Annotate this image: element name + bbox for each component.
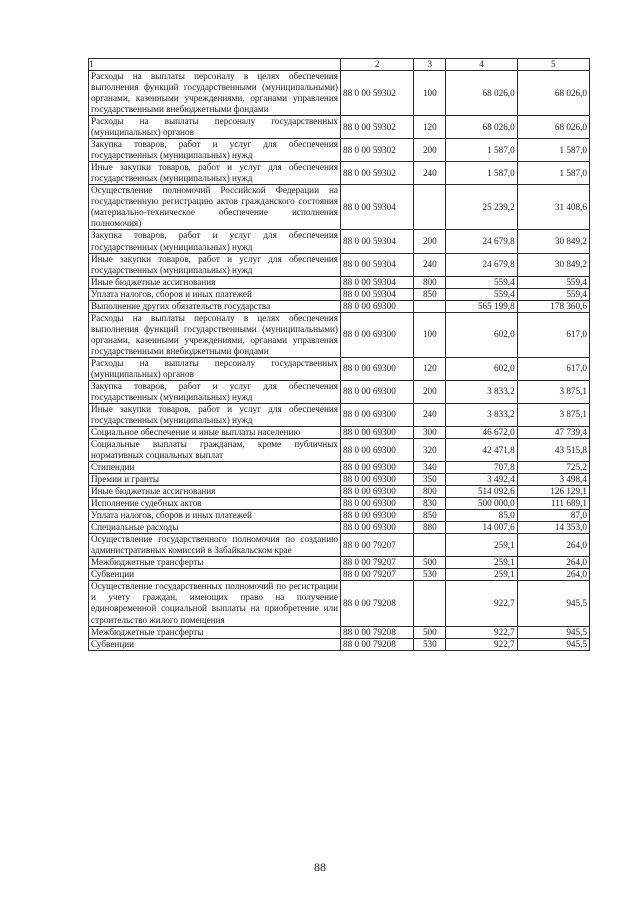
row-type-cell: 300: [414, 427, 446, 439]
table-body: [89, 71, 590, 651]
row-value-2-cell: 264,0: [517, 557, 589, 569]
row-value-1-cell: 14 007,6: [446, 522, 517, 534]
row-type-cell: 800: [414, 486, 446, 498]
row-name-cell: Иные закупки товаров, работ и услуг для обеспечения государственных (муниципальных) нужд: [89, 403, 341, 426]
table-row: [89, 427, 590, 439]
table-row: [89, 534, 590, 557]
row-value-2-cell: 725,2: [517, 462, 589, 474]
table-row: [89, 380, 590, 403]
column-header-4: 4: [446, 59, 517, 71]
row-name-cell: Иные бюджетные ассигнования: [89, 276, 341, 288]
row-name-cell: Социальные выплаты гражданам, кроме публичных нормативных социальных выплат: [89, 439, 341, 462]
row-value-1-cell: 559,4: [446, 288, 517, 300]
budget-table: [88, 58, 590, 651]
row-value-2-cell: 14 353,0: [517, 522, 589, 534]
row-code-cell: 88 0 00 69300: [341, 380, 414, 403]
row-value-2-cell: 111 689,1: [517, 498, 589, 510]
table-row: [89, 498, 590, 510]
row-value-1-cell: 1 587,0: [446, 162, 517, 185]
row-name-cell: Закупка товаров, работ и услуг для обеспечения государственных (муниципальных) нужд: [89, 230, 341, 253]
row-code-cell: 88 0 00 79208: [341, 626, 414, 638]
row-value-1-cell: 259,1: [446, 557, 517, 569]
row-code-cell: 88 0 00 79208: [341, 638, 414, 650]
column-header-5: 5: [517, 59, 589, 71]
row-code-cell: 88 0 00 79207: [341, 569, 414, 581]
table-row: [89, 486, 590, 498]
table-row: [89, 439, 590, 462]
table-row: [89, 276, 590, 288]
row-name-cell: Выполнение других обязательств государства: [89, 300, 341, 312]
row-type-cell: 350: [414, 474, 446, 486]
row-name-cell: Расходы на выплаты персоналу в целях обеспечения выполнения функций государственными (муниципальными) органами, казенными учреждениями, органами управления государственными внебюджетными фондами: [89, 71, 341, 116]
row-code-cell: 88 0 00 59302: [341, 162, 414, 185]
column-header-1: 1: [89, 59, 341, 71]
row-value-2-cell: 47 739,4: [517, 427, 589, 439]
row-code-cell: 88 0 00 69300: [341, 486, 414, 498]
row-value-2-cell: 617,0: [517, 357, 589, 380]
row-type-cell: 530: [414, 638, 446, 650]
row-type-cell: 530: [414, 569, 446, 581]
row-code-cell: 88 0 00 59302: [341, 139, 414, 162]
row-type-cell: 800: [414, 276, 446, 288]
row-value-1-cell: 85,0: [446, 510, 517, 522]
row-value-2-cell: 264,0: [517, 569, 589, 581]
row-name-cell: Расходы на выплаты персоналу в целях обеспечения выполнения функций государственными (муниципальными) органами, казенными учреждениями, органами управления государственными внебюджетными фондами: [89, 312, 341, 357]
row-code-cell: 88 0 00 69300: [341, 498, 414, 510]
column-header-2: 2: [341, 59, 414, 71]
row-value-2-cell: 87,0: [517, 510, 589, 522]
row-value-2-cell: 945,5: [517, 626, 589, 638]
row-type-cell: 500: [414, 557, 446, 569]
table-row: [89, 510, 590, 522]
row-name-cell: Закупка товаров, работ и услуг для обеспечения государственных (муниципальных) нужд: [89, 380, 341, 403]
row-value-2-cell: 617,0: [517, 312, 589, 357]
row-type-cell: 880: [414, 522, 446, 534]
row-code-cell: 88 0 00 69300: [341, 300, 414, 312]
row-value-1-cell: 565 199,8: [446, 300, 517, 312]
row-value-1-cell: 24 679,8: [446, 230, 517, 253]
row-name-cell: Иные закупки товаров, работ и услуг для обеспечения государственных (муниципальных) нужд: [89, 162, 341, 185]
row-code-cell: 88 0 00 79207: [341, 557, 414, 569]
row-name-cell: Уплата налогов, сборов и иных платежей: [89, 288, 341, 300]
row-code-cell: 88 0 00 69300: [341, 474, 414, 486]
row-code-cell: 88 0 00 59304: [341, 185, 414, 230]
row-value-1-cell: 922,7: [446, 581, 517, 626]
table-row: [89, 522, 590, 534]
row-value-1-cell: 602,0: [446, 357, 517, 380]
table-row: [89, 312, 590, 357]
table-row: [89, 162, 590, 185]
row-code-cell: 88 0 00 59304: [341, 253, 414, 276]
table-row: [89, 638, 590, 650]
row-value-1-cell: 602,0: [446, 312, 517, 357]
row-value-2-cell: 126 129,1: [517, 486, 589, 498]
row-value-1-cell: 68 026,0: [446, 116, 517, 139]
row-value-1-cell: 259,1: [446, 569, 517, 581]
row-code-cell: 88 0 00 79207: [341, 534, 414, 557]
table-row: [89, 71, 590, 116]
row-value-2-cell: 3 875,1: [517, 380, 589, 403]
row-type-cell: 240: [414, 253, 446, 276]
row-name-cell: Межбюджетные трансферты: [89, 626, 341, 638]
row-value-2-cell: 30 849,2: [517, 253, 589, 276]
row-type-cell: 240: [414, 403, 446, 426]
row-value-2-cell: 68 026,0: [517, 71, 589, 116]
row-name-cell: Межбюджетные трансферты: [89, 557, 341, 569]
row-value-1-cell: 707,8: [446, 462, 517, 474]
row-code-cell: 88 0 00 79208: [341, 581, 414, 626]
table-row: [89, 569, 590, 581]
row-name-cell: Иные закупки товаров, работ и услуг для обеспечения государственных (муниципальных) нужд: [89, 253, 341, 276]
row-value-2-cell: 31 408,6: [517, 185, 589, 230]
table-row: [89, 557, 590, 569]
row-type-cell: [414, 300, 446, 312]
column-header-3: 3: [414, 59, 446, 71]
row-type-cell: [414, 185, 446, 230]
row-code-cell: 88 0 00 69300: [341, 403, 414, 426]
row-value-2-cell: 43 515,8: [517, 439, 589, 462]
row-name-cell: Социальное обеспечение и иные выплаты населению: [89, 427, 341, 439]
row-type-cell: 100: [414, 312, 446, 357]
table-row: [89, 403, 590, 426]
row-code-cell: 88 0 00 69300: [341, 462, 414, 474]
row-code-cell: 88 0 00 69300: [341, 439, 414, 462]
row-type-cell: 100: [414, 71, 446, 116]
row-type-cell: 850: [414, 510, 446, 522]
table-row: [89, 253, 590, 276]
row-value-1-cell: 3 492,4: [446, 474, 517, 486]
row-type-cell: 340: [414, 462, 446, 474]
row-value-2-cell: 559,4: [517, 276, 589, 288]
row-name-cell: Расходы на выплаты персоналу государственных (муниципальных) органов: [89, 357, 341, 380]
table-row: [89, 116, 590, 139]
row-code-cell: 88 0 00 69300: [341, 312, 414, 357]
page-number: 88: [314, 860, 326, 874]
row-code-cell: 88 0 00 59304: [341, 288, 414, 300]
row-name-cell: Специальные расходы: [89, 522, 341, 534]
row-value-1-cell: 25 239,2: [446, 185, 517, 230]
row-value-1-cell: 922,7: [446, 638, 517, 650]
row-code-cell: 88 0 00 69300: [341, 522, 414, 534]
row-name-cell: Субвенции: [89, 638, 341, 650]
row-value-1-cell: 68 026,0: [446, 71, 517, 116]
row-type-cell: 200: [414, 230, 446, 253]
row-type-cell: [414, 534, 446, 557]
row-value-1-cell: 3 833,2: [446, 380, 517, 403]
row-code-cell: 88 0 00 69300: [341, 427, 414, 439]
row-value-2-cell: 3 498,4: [517, 474, 589, 486]
row-value-2-cell: 1 587,0: [517, 139, 589, 162]
row-value-2-cell: 3 875,1: [517, 403, 589, 426]
table-row: [89, 474, 590, 486]
table-row: [89, 288, 590, 300]
table-row: [89, 230, 590, 253]
row-value-2-cell: 68 026,0: [517, 116, 589, 139]
table-header-row: [89, 59, 590, 71]
row-type-cell: 200: [414, 380, 446, 403]
table-row: [89, 139, 590, 162]
row-type-cell: 500: [414, 626, 446, 638]
row-name-cell: Уплата налогов, сборов и иных платежей: [89, 510, 341, 522]
row-type-cell: 120: [414, 357, 446, 380]
row-name-cell: Расходы на выплаты персоналу государственных (муниципальных) органов: [89, 116, 341, 139]
row-code-cell: 88 0 00 59304: [341, 276, 414, 288]
row-type-cell: 120: [414, 116, 446, 139]
row-value-1-cell: 1 587,0: [446, 139, 517, 162]
row-code-cell: 88 0 00 69300: [341, 357, 414, 380]
row-code-cell: 88 0 00 59302: [341, 116, 414, 139]
row-value-1-cell: 24 679,8: [446, 253, 517, 276]
table-row: [89, 626, 590, 638]
row-value-2-cell: 559,4: [517, 288, 589, 300]
row-code-cell: 88 0 00 59304: [341, 230, 414, 253]
row-type-cell: 830: [414, 498, 446, 510]
row-value-2-cell: 1 587,0: [517, 162, 589, 185]
row-value-1-cell: 46 672,0: [446, 427, 517, 439]
table-row: [89, 185, 590, 230]
row-value-1-cell: 514 092,6: [446, 486, 517, 498]
row-name-cell: Премии и гранты: [89, 474, 341, 486]
row-name-cell: Стипендии: [89, 462, 341, 474]
table-row: [89, 462, 590, 474]
table-row: [89, 357, 590, 380]
row-name-cell: Осуществление полномочий Российской Федерации на государственную регистрацию актов гражданского состояния (материально-техническое обеспечение исполнения полномочия): [89, 185, 341, 230]
row-value-2-cell: 945,5: [517, 638, 589, 650]
row-value-2-cell: 945,5: [517, 581, 589, 626]
row-value-1-cell: 42 471,8: [446, 439, 517, 462]
row-value-1-cell: 922,7: [446, 626, 517, 638]
row-code-cell: 88 0 00 59302: [341, 71, 414, 116]
row-value-1-cell: 500 000,0: [446, 498, 517, 510]
table-row: [89, 581, 590, 626]
row-type-cell: 850: [414, 288, 446, 300]
row-value-1-cell: 559,4: [446, 276, 517, 288]
row-value-2-cell: 264,0: [517, 534, 589, 557]
row-code-cell: 88 0 00 69300: [341, 510, 414, 522]
row-value-2-cell: 30 849,2: [517, 230, 589, 253]
row-value-2-cell: 178 360,6: [517, 300, 589, 312]
row-name-cell: Закупка товаров, работ и услуг для обеспечения государственных (муниципальных) нужд: [89, 139, 341, 162]
row-name-cell: Осуществление государственного полномочия по созданию административных комиссий в Забайкальском крае: [89, 534, 341, 557]
table-row: [89, 300, 590, 312]
row-value-1-cell: 3 833,2: [446, 403, 517, 426]
row-type-cell: [414, 581, 446, 626]
row-name-cell: Иные бюджетные ассигнования: [89, 486, 341, 498]
row-value-1-cell: 259,1: [446, 534, 517, 557]
row-name-cell: Субвенции: [89, 569, 341, 581]
row-type-cell: 240: [414, 162, 446, 185]
row-type-cell: 200: [414, 139, 446, 162]
row-type-cell: 320: [414, 439, 446, 462]
row-name-cell: Осуществление государственных полномочий по регистрации и учету граждан, имеющих право на получение единовременной социальной выплаты на приобретение или строительство жилого помещения: [89, 581, 341, 626]
row-name-cell: Исполнение судебных актов: [89, 498, 341, 510]
